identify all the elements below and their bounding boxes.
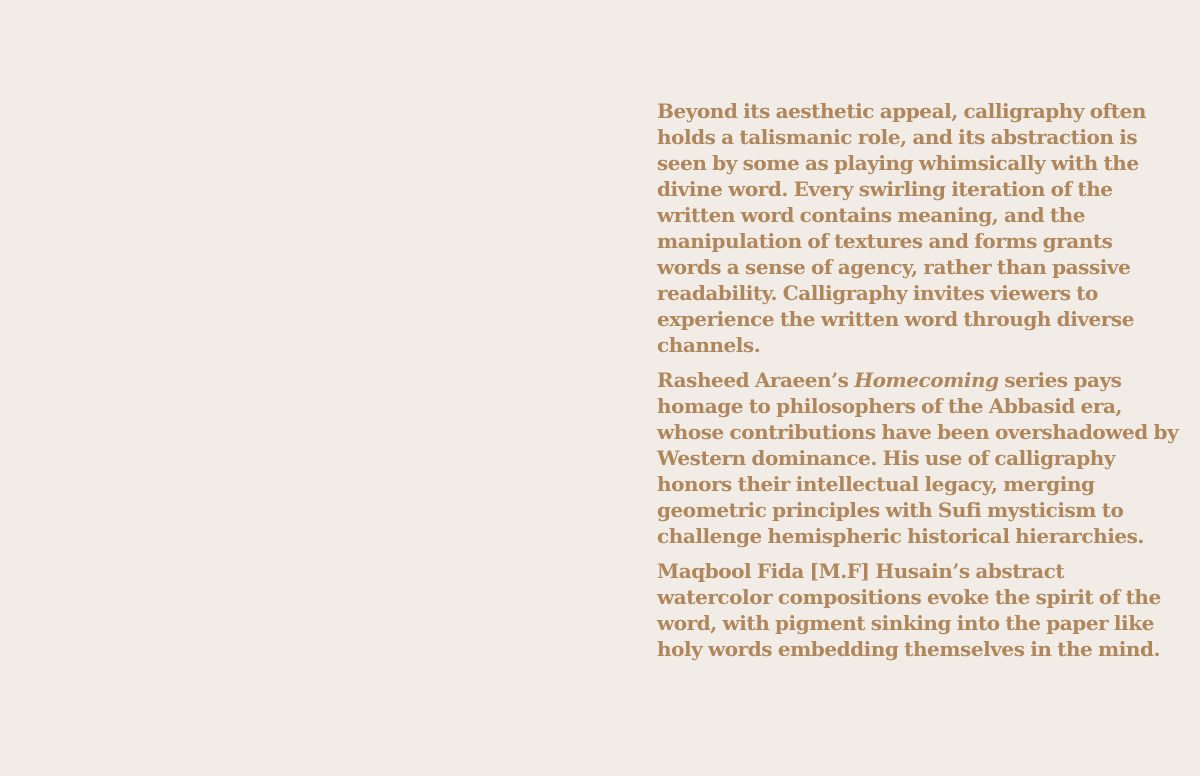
paragraph-line: Maqbool Fida [M.F] Husain’s abstract [657,559,1065,583]
paragraph-line: Western dominance. His use of calligraphy [657,446,1115,470]
paragraph-line: words a sense of agency, rather than passive [657,255,1131,279]
paragraph-line: readability. Calligraphy invites viewers to [657,281,1098,305]
paragraph-line: experience the written word through diverse [657,307,1134,331]
paragraph-line [657,367,1157,393]
paragraph-line: homage to philosophers of the Abbasid era, [657,394,1122,418]
series-title-homecoming: Homecoming [854,368,999,392]
artist-name-text: Rasheed Araeen’s [657,368,855,392]
paragraph-line: manipulation of textures and forms grants [657,229,1113,253]
paragraph-line: challenge hemispheric historical hierarchies. [657,524,1144,548]
paragraph-line: honors their intellectual legacy, merging [657,472,1095,496]
paragraph-line: Beyond its aesthetic appeal, calligraphy often [657,99,1146,123]
paragraph-line: written word contains meaning, and the [657,203,1086,227]
paragraph-line: watercolor compositions evoke the spirit of the [657,585,1161,609]
paragraph-line: geometric principles with Sufi mysticism to [657,498,1124,522]
paragraph-rasheed-araeen-homecoming [657,367,1179,549]
paragraph-line: seen by some as playing whimsically with the [657,151,1139,175]
line-continuation-text: series pays [998,368,1122,392]
paragraph-maqbool-fida-husain [657,558,1161,662]
paragraph-line: channels. [657,333,761,357]
paragraph-line: whose contributions have been overshadowed by [657,420,1179,444]
paragraph-line: holds a talismanic role, and its abstraction is [657,125,1138,149]
paragraph-line: holy words embedding themselves in the mind. [657,637,1161,661]
paragraph-line: divine word. Every swirling iteration of the [657,177,1113,201]
paragraph-calligraphy-talismanic-role [657,98,1157,358]
paragraph-line: word, with pigment sinking into the paper like [657,611,1154,635]
body-text-column [657,98,1179,671]
